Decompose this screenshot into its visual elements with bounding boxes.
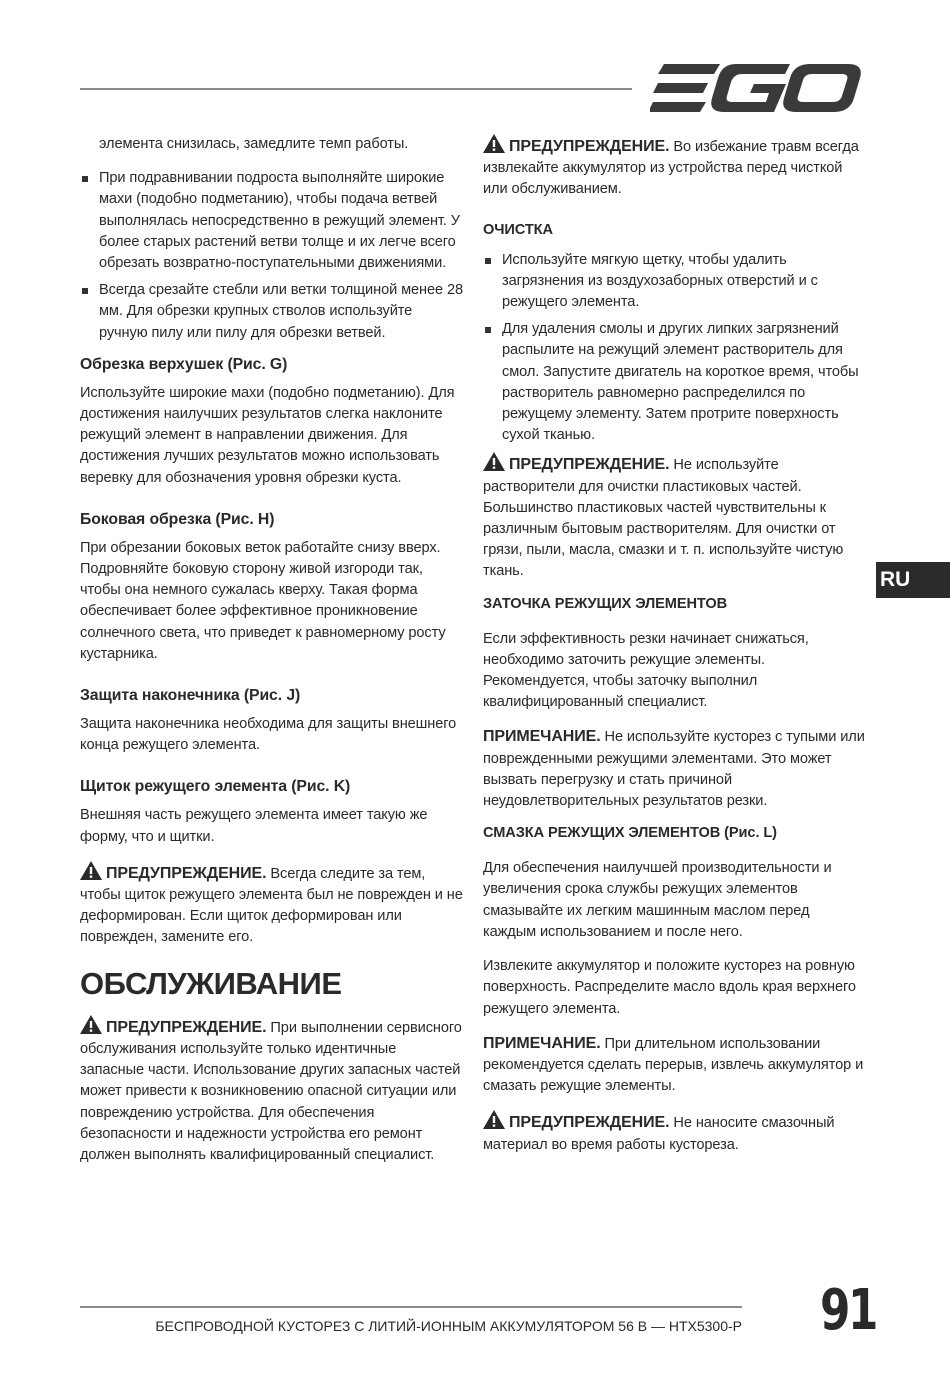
warning-label: ПРЕДУПРЕЖДЕНИЕ. [509,138,670,155]
note-text: Не используйте кусторез с тупыми или поврежденными режущими элементами. Это может вызвать перегрузку и стать причиной неудовлетворительных результатов резки. [483,729,865,810]
note-label: ПРИМЕЧАНИЕ. [483,1034,601,1052]
warning-text: Всегда следите за тем, чтобы щиток режущего элемента был не поврежден и не деформирован. Если щиток деформирован или поврежден, замените его. [80,865,463,946]
left-column [80,134,464,1179]
shield-warning [80,861,464,949]
page-number: 91 [820,1278,877,1343]
list-item: Для удаления смолы и других липких загрязнений распылите на режущий элемент растворитель для смол. Запустите двигатель на короткое время, чтобы растворитель равномерно распределился по режущему элементу. Затем протрите поверхность сухой тканью. [483,319,865,446]
service-warning [80,1015,464,1166]
right-column [483,134,865,1169]
warning-icon [483,452,505,471]
warning-label: ПРЕДУПРЕЖДЕНИЕ. [509,1114,670,1132]
dull-blade-note [483,726,865,812]
warning-icon [80,1015,102,1034]
trimming-tips-list [80,168,464,344]
warning-text: Во избежание травм всегда извлекайте аккумулятор из устройства перед чисткой или обслуживанием. [483,139,859,198]
footer-title: БЕСПРОВОДНОЙ КУСТОРЕЗ С ЛИТИЙ-ИОННЫМ АККУМУЛЯТОРОМ 56 В — HTX5300-P [155,1318,742,1334]
warning-label: ПРЕДУПРЕЖДЕНИЕ. [106,1018,267,1036]
header-rule [80,88,632,90]
warning-icon [483,134,505,153]
intro-continuation: элемента снизилась, замедлите темп работы. [99,136,409,152]
warning-text: При выполнении сервисного обслуживания используйте только идентичные запасные части. Использование других запасных частей может привести к возникновению опасной ситуации или повреждению устройства. Для обеспечения безопасности и надежности устройства его ремонт должен выполнять квалифицированный специалист. [80,1019,462,1163]
warning-label: ПРЕДУПРЕЖДЕНИЕ. [509,456,670,474]
list-item: Используйте мягкую щетку, чтобы удалить загрязнения из воздухозаборных отверстий и с режущего элемента. [483,250,865,314]
battery-warning [483,134,865,201]
maintenance-title: ОБСЛУЖИВАНИЕ [80,965,342,1001]
warning-label: ПРЕДУПРЕЖДЕНИЕ. [106,864,267,882]
tip-protector-heading: Защита наконечника (Рис. J) [80,687,301,705]
warning-text: Не используйте растворители для очистки пластиковых частей. Большинство пластиковых частей чувствительны к различным бытовым растворителям. Для очистки от грязи, пыли, масла, смазки и т. п. используйте чистую ткань. [483,457,844,580]
break-note [483,1033,865,1098]
solvent-warning [483,452,865,582]
side-trimming-heading: Боковая обрезка (Рис. H) [80,510,275,528]
warning-text: Не наносите смазочный материал во время работы кустореза. [483,1115,835,1153]
top-trimming-heading: Обрезка верхушек (Рис. G) [80,355,288,373]
sharpening-heading: ЗАТОЧКА РЕЖУЩИХ ЭЛЕМЕНТОВ [483,595,728,612]
list-item: При подравнивании подроста выполняйте широкие махи (подобно подметанию), чтобы подача ветвей выполнялась непосредственно в режущий элемент. У более старых растений ветви толще и их легче всего обрезать возвратно-поступательными движениями. [80,168,464,274]
language-tab [876,562,950,598]
cleaning-list [483,250,865,447]
language-tab-label: RU [880,568,911,591]
blade-shield-text: Внешняя часть режущего элемента имеет такую же форму, что и щитки. [80,807,428,845]
lubrication-text-2: Извлеките аккумулятор и положите кусторез на ровную поверхность. Распределите масло вдоль края верхнего режущего элемента. [483,958,856,1017]
list-item: Всегда срезайте стебли или ветки толщиной менее 28 мм. Для обрезки крупных стволов используйте ручную пилу или пилу для обрезки ветвей. [80,280,464,344]
side-trimming-text: При обрезании боковых веток работайте снизу вверх. Подровняйте боковую сторону живой изгороди так, чтобы она немного сужалась кверху. Такая форма обеспечивает более эффективное проникновение солнечного света, что приведет к равномерному росту кустарника. [80,539,446,662]
warning-icon [80,861,102,880]
footer-rule [80,1306,742,1308]
cleaning-heading: ОЧИСТКА [483,221,553,238]
blade-shield-heading: Щиток режущего элемента (Рис. K) [80,778,351,796]
sharpening-text: Если эффективность резки начинает снижаться, необходимо заточить режущие элементы. Рекомендуется, чтобы заточку выполнил квалифицированный специалист. [483,630,809,711]
ego-logo [650,60,862,116]
lubricant-warning [483,1110,865,1155]
tip-protector-text: Защита наконечника необходима для защиты внешнего конца режущего элемента. [80,716,457,754]
top-trimming-text: Используйте широкие махи (подобно подметанию). Для достижения наилучших результатов слегка наклоните режущий элемент в направлении движения. Для достижения лучших результатов можно использовать веревку для обозначения уровня обрезки куста. [80,384,455,486]
lubrication-heading: СМАЗКА РЕЖУЩИХ ЭЛЕМЕНТОВ (Рис. L) [483,825,777,842]
note-text: При длительном использовании рекомендуется сделать перерыв, извлечь аккумулятор и смазать режущие элементы. [483,1035,864,1095]
lubrication-text-1: Для обеспечения наилучшей производительности и увеличения срока службы режущих элементов смазывайте их легким машинным маслом перед каждым использованием и после него. [483,860,832,940]
warning-icon [483,1110,505,1129]
note-label: ПРИМЕЧАНИЕ. [483,728,601,746]
